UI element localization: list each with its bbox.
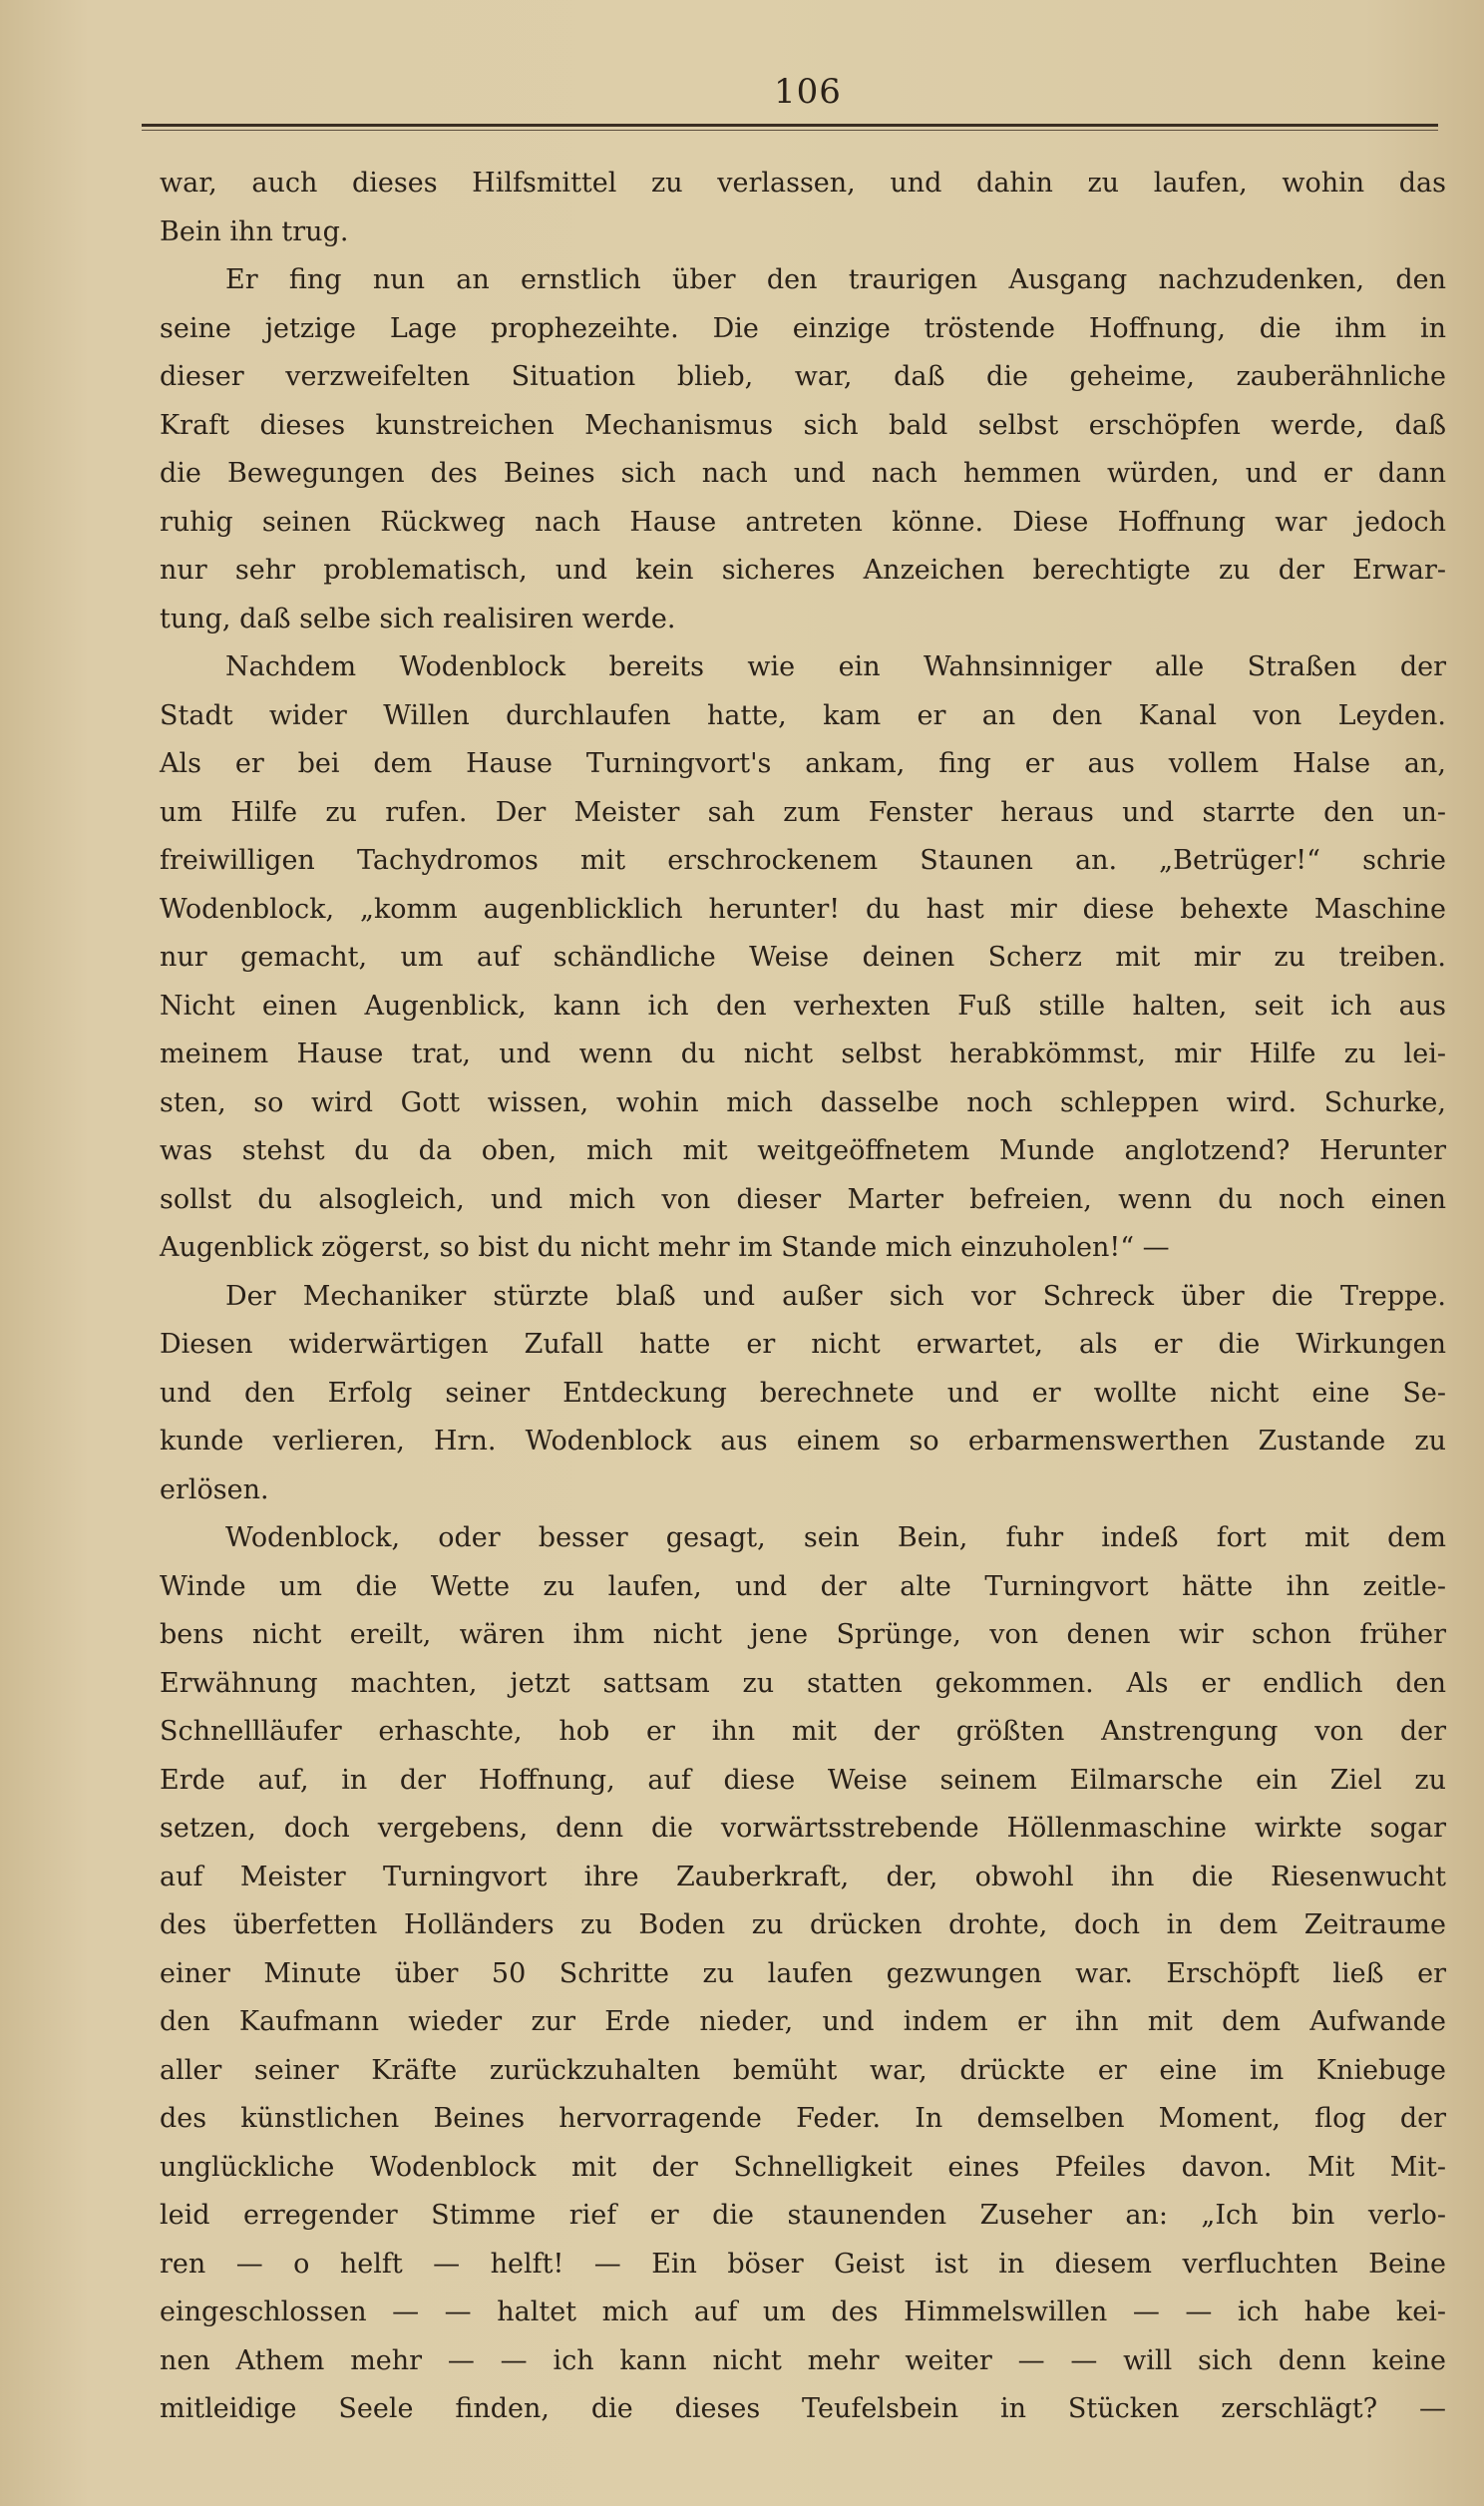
text-line: Wodenblock, „komm augenblicklich herunter! du hast mir diese behexte Maschine <box>160 893 1446 925</box>
text-line: des künstlichen Beines hervorragende Feder. In demselben Moment, flog der <box>160 2103 1446 2134</box>
text-line: Kraft dieses kunstreichen Mechanismus sich bald selbst erschöpfen werde, daß <box>160 409 1446 441</box>
text-line: ren — o helft — helft! — Ein böser Geist ist in diesem verfluchten Beine <box>160 2248 1446 2280</box>
text-line: Als er bei dem Hause Turningvort's ankam, fing er aus vollem Halse an, <box>160 748 1446 779</box>
text-line: und den Erfolg seiner Entdeckung berechnete und er wollte nicht eine Se- <box>160 1377 1446 1409</box>
text-line: dieser verzweifelten Situation blieb, war, daß die geheime, zauberähnliche <box>160 361 1446 392</box>
text-line: Bein ihn trug. <box>160 215 349 247</box>
text-line: sollst du alsogleich, und mich von dieser Marter befreien, wenn du noch einen <box>160 1183 1446 1215</box>
text-line: setzen, doch vergebens, denn die vorwärtsstrebende Höllenmaschine wirkte sogar <box>160 1813 1446 1844</box>
text-line: Augenblick zögerst, so bist du nicht mehr im Stande mich einzuholen!“ — <box>160 1232 1170 1263</box>
text-line: aller seiner Kräfte zurückzuhalten bemüht war, drückte er eine im Kniebuge <box>160 2054 1446 2086</box>
text-line: war, auch dieses Hilfsmittel zu verlassen, und dahin zu laufen, wohin das <box>160 168 1446 199</box>
text-line: um Hilfe zu rufen. Der Meister sah zum Fenster heraus und starrte den un- <box>160 796 1446 828</box>
text-line: die Bewegungen des Beines sich nach und nach hemmen würden, und er dann <box>160 458 1446 489</box>
text-line: ruhig seinen Rückweg nach Hause antreten könne. Diese Hoffnung war jedoch <box>160 506 1446 538</box>
text-line: Stadt wider Willen durchlaufen hatte, kam er an den Kanal von Leyden. <box>160 699 1446 731</box>
text-line: Nachdem Wodenblock bereits wie ein Wahnsinniger alle Straßen der <box>225 651 1446 682</box>
text-line: tung, daß selbe sich realisiren werde. <box>160 603 676 634</box>
body-text <box>160 160 1446 2434</box>
text-line: eingeschlossen — — haltet mich auf um des Himmelswillen — — ich habe kei- <box>160 2297 1446 2327</box>
text-line: was stehst du da oben, mich mit weitgeöffnetem Munde anglotzend? Herunter <box>160 1135 1446 1166</box>
text-line: meinem Hause trat, und wenn du nicht selbst herabkömmst, mir Hilfe zu lei- <box>160 1039 1446 1069</box>
text-line: Wodenblock, oder besser gesagt, sein Bein, fuhr indeß fort mit dem <box>225 1522 1446 1553</box>
text-line: Nicht einen Augenblick, kann ich den verhexten Fuß stille halten, seit ich aus <box>160 990 1446 1022</box>
text-line: nur sehr problematisch, und kein sicheres Anzeichen berechtigte zu der Erwar- <box>160 555 1446 586</box>
text-line: unglückliche Wodenblock mit der Schnelligkeit eines Pfeiles davon. Mit Mit- <box>160 2151 1446 2183</box>
text-line: erlösen. <box>160 1473 269 1505</box>
text-line: Winde um die Wette zu laufen, und der alte Turningvort hätte ihn zeitle- <box>160 1570 1446 1602</box>
text-line: des überfetten Holländers zu Boden zu drücken drohte, doch in dem Zeitraume <box>160 1909 1446 1940</box>
text-line: kunde verlieren, Hrn. Wodenblock aus einem so erbarmenswerthen Zustande zu <box>160 1426 1446 1457</box>
header-rule <box>142 124 1438 127</box>
page-number: 106 <box>774 72 842 112</box>
text-line: freiwilligen Tachydromos mit erschrockenem Staunen an. „Betrüger!“ schrie <box>160 845 1446 876</box>
text-line: den Kaufmann wieder zur Erde nieder, und indem er ihn mit dem Aufwande <box>160 2006 1446 2037</box>
text-line: sten, so wird Gott wissen, wohin mich dasselbe noch schleppen wird. Schurke, <box>160 1086 1446 1118</box>
text-line: leid erregender Stimme rief er die staunenden Zuseher an: „Ich bin verlo- <box>160 2200 1446 2231</box>
header-rule-thin <box>142 130 1438 131</box>
text-line: auf Meister Turningvort ihre Zauberkraft, der, obwohl ihn die Riesenwucht <box>160 1861 1446 1892</box>
text-line: nur gemacht, um auf schändliche Weise deinen Scherz mit mir zu treiben. <box>160 942 1446 973</box>
text-line: Der Mechaniker stürzte blaß und außer sich vor Schreck über die Treppe. <box>225 1280 1446 1312</box>
text-line: Er fing nun an ernstlich über den traurigen Ausgang nachzudenken, den <box>225 264 1446 295</box>
text-line: Erde auf, in der Hoffnung, auf diese Weise seinem Eilmarsche ein Ziel zu <box>160 1764 1446 1796</box>
text-line: Schnellläufer erhaschte, hob er ihn mit der größten Anstrengung von der <box>160 1716 1446 1747</box>
text-line: nen Athem mehr — — ich kann nicht mehr weiter — — will sich denn keine <box>160 2344 1446 2376</box>
text-line: einer Minute über 50 Schritte zu laufen gezwungen war. Erschöpft ließ er <box>160 1957 1446 1989</box>
text-line: mitleidige Seele finden, die dieses Teufelsbein in Stücken zerschlägt? — <box>160 2393 1446 2424</box>
text-line: Diesen widerwärtigen Zufall hatte er nicht erwartet, als er die Wirkungen <box>160 1329 1446 1360</box>
text-line: seine jetzige Lage prophezeihte. Die einzige tröstende Hoffnung, die ihm in <box>160 312 1446 344</box>
text-line: bens nicht ereilt, wären ihm nicht jene Sprünge, von denen wir schon früher <box>160 1619 1446 1650</box>
text-line: Erwähnung machten, jetzt sattsam zu statten gekommen. Als er endlich den <box>160 1667 1446 1699</box>
